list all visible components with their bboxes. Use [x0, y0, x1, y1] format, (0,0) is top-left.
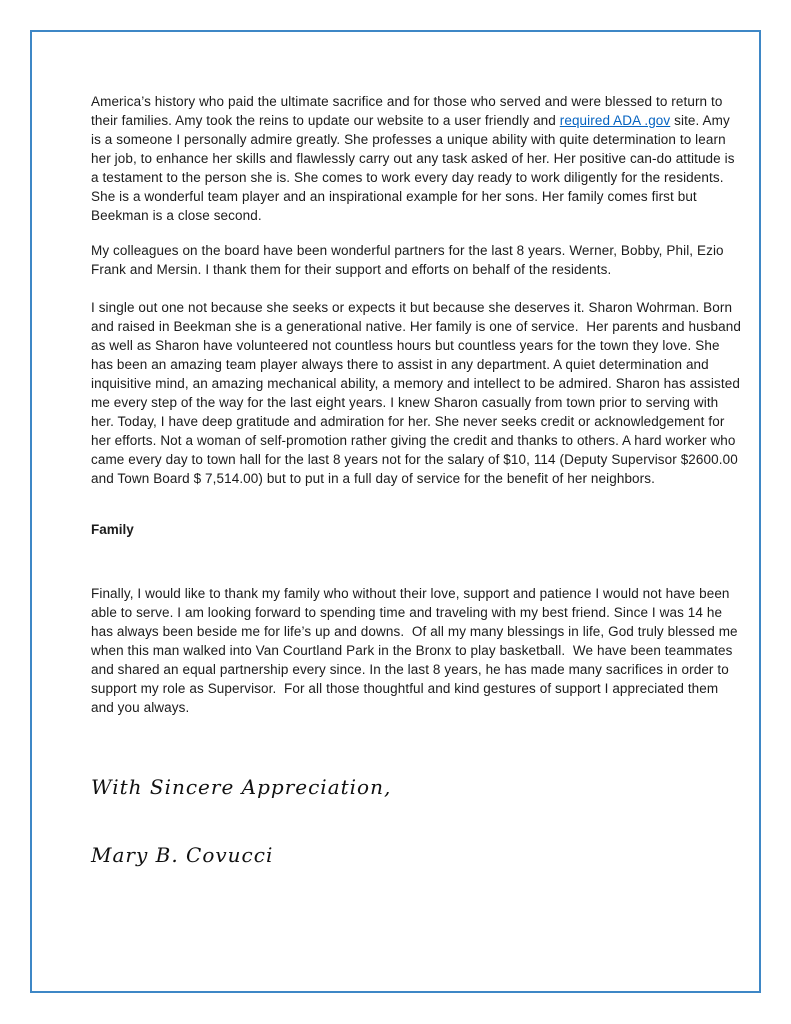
paragraph-sharon: I single out one not because she seeks or expects it but because she deserves it. Sharon Wohrman. Born and raised in Beekman she is a generational native. Her family is one of service. Her parents and husband as well as Sharon have volunteered not countless hours but countless years for the town they love. She has been an amazing team player always there to assist in any department. A quiet determination and inquisitive mind, an amazing mechanical ability, a memory and intellect to be admired. Sharon has assisted me every step of the way for the last eight years. I knew Sharon casually from town prior to serving with her. Today, I have deep gratitude and admiration for her. She never seeks credit or acknowledgement for her efforts. Not a woman of self-promotion rather giving the credit and thanks to others. A hard worker who came every day to town hall for the last 8 years not for the salary of $10, 114 (Deputy Supervisor $2600.00 and Town Board $ 7,514.00) but to put in a full day of service for the benefit of her neighbors.: [91, 300, 745, 486]
paragraph-colleagues: My colleagues on the board have been wonderful partners for the last 8 years. Werner, Bobby, Phil, Ezio Frank and Mersin. I thank them for their support and efforts on behalf of the residents.: [91, 243, 728, 277]
page-border: [30, 30, 761, 993]
ada-gov-link[interactable]: required ADA .gov: [559, 113, 671, 128]
paragraph-family: Finally, I would like to thank my family who without their love, support and patience I would not have been able to serve. I am looking forward to spending time and traveling with my best friend. Since I was 14 he has always been beside me for life’s up and downs. Of all my many blessings in life, God truly blessed me when this man walked into Van Courtland Park in the Bronx to play basketball. We have been teammates and shared an equal partnership every since. In the last 8 years, he has made many sacrifices in order to support my role as Supervisor. For all those thoughtful and kind gestures of support I appreciated them and you always.: [91, 586, 742, 715]
signature-name: Mary B. Covucci: [91, 843, 274, 867]
letter-content: [91, 92, 745, 868]
paragraph-amy-text-after: site. Amy is a someone I personally admire greatly. She professes a unique ability with quite determination to learn her job, to enhance her skills and flawlessly carry out any task asked of her. Her positive can-do attitude is a testament to the person she is. She comes to work every day ready to work diligently for the residents. She is a wonderful team player and an inspirational example for her sons. Her family comes first but Beekman is a close second.: [91, 113, 739, 223]
closing-line: With Sincere Appreciation,: [91, 775, 392, 799]
paragraph-amy-text-before: America’s history who paid the ultimate sacrifice and for those who served and were blessed to return to their families. Amy took the reins to update our website to a user friendly and: [91, 94, 727, 128]
paragraph-amy: [91, 92, 741, 225]
family-heading: Family: [91, 522, 134, 537]
